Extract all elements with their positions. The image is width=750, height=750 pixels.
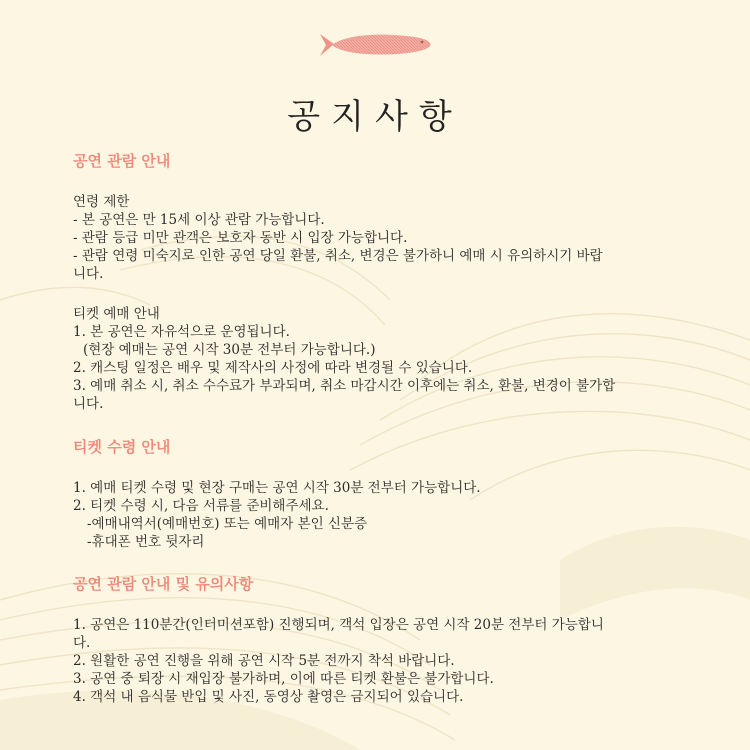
- list-item: 니다.: [73, 396, 104, 412]
- list-item: (현장 예매는 공연 시작 30분 전부터 가능합니다.): [83, 342, 376, 358]
- ticket-pickup-list: [73, 479, 693, 551]
- list-item: 2. 캐스팅 일정은 배우 및 제작사의 사정에 따라 변경될 수 있습니다.: [73, 360, 473, 376]
- ticket-booking-block: [73, 305, 693, 413]
- section-heading: 티켓 수령 안내: [73, 438, 171, 456]
- list-item: 3. 공연 중 퇴장 시 재입장 불가하며, 이에 따른 티켓 환불은 불가합니다.: [73, 671, 494, 687]
- section-heading: 공연 관람 안내 및 유의사항: [73, 575, 254, 593]
- subheading: 티켓 예매 안내: [73, 306, 160, 322]
- list-item: - 관람 등급 미만 관객은 보호자 동반 시 입장 가능합니다.: [73, 230, 408, 246]
- section-ticket-pickup: [73, 436, 693, 551]
- list-item: 1. 예매 티켓 수령 및 현장 구매는 공연 시작 30분 전부터 가능합니다.: [73, 480, 481, 496]
- list-item: 다.: [73, 635, 91, 651]
- list-item: 1. 본 공연은 자유석으로 운영됩니다.: [73, 324, 290, 340]
- list-item: 4. 객석 내 음식물 반입 및 사진, 동영상 촬영은 금지되어 있습니다.: [73, 689, 464, 705]
- section-performance-info: [73, 150, 693, 413]
- precautions-list: [73, 616, 693, 706]
- section-heading: 공연 관람 안내: [73, 152, 171, 170]
- list-item: - 관람 연령 미숙지로 인한 공연 당일 환불, 취소, 변경은 불가하니 예매 시 유의하시기 바랍: [73, 248, 603, 264]
- list-item: 1. 공연은 110분간(인터미션포함) 진행되며, 객석 입장은 공연 시작 20분 전부터 가능합니: [73, 617, 604, 633]
- list-item: 니다.: [73, 266, 104, 282]
- list-item: -휴대폰 번호 뒷자리: [87, 534, 205, 550]
- list-item: 2. 원활한 공연 진행을 위해 공연 시작 5분 전까지 착석 바랍니다.: [73, 653, 455, 669]
- section-precautions: [73, 573, 693, 706]
- list-item: - 본 공연은 만 15세 이상 관람 가능합니다.: [73, 212, 325, 228]
- age-restriction-block: [73, 193, 693, 283]
- list-item: 3. 예매 취소 시, 취소 수수료가 부과되며, 취소 마감시간 이후에는 취소, 환불, 변경이 불가합: [73, 378, 616, 394]
- fish-icon: [316, 30, 434, 60]
- list-item: 2. 티켓 수령 시, 다음 서류를 준비해주세요.: [73, 498, 329, 514]
- subheading: 연령 제한: [73, 194, 130, 210]
- page-title: 공지사항: [287, 96, 463, 137]
- list-item: -예매내역서(예매번호) 또는 예매자 본인 신분증: [87, 516, 368, 532]
